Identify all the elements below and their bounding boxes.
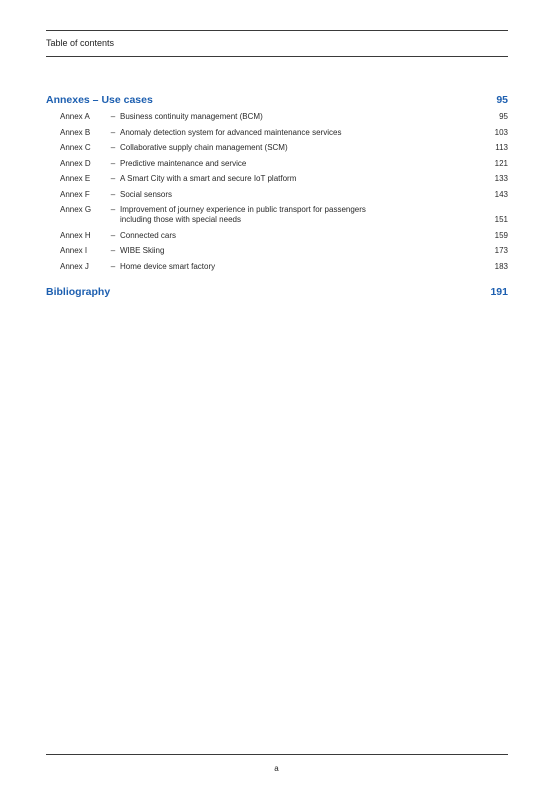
table-of-contents [46,94,508,302]
toc-entry-annex-g[interactable] [46,205,508,231]
toc-section-bibliography[interactable] [46,286,508,302]
annex-label: Annex I [60,246,88,255]
entry-dash: – [110,143,116,152]
entry-page-number: 113 [495,143,508,152]
annex-label: Annex B [60,127,91,137]
entry-page-number: 95 [499,112,508,121]
entry-title: Anomaly detection system for advanced maintenance services [120,127,342,137]
entry-dash: – [110,205,116,214]
entry-title: Collaborative supply chain management (SCM) [120,143,288,152]
toc-entry-annex-j[interactable] [46,262,508,278]
toc-entry-annex-d[interactable] [46,159,508,175]
section-title: Annexes – Use cases [46,94,153,106]
entry-title: Social sensors [120,189,173,199]
entry-page-number: 173 [494,246,508,255]
entry-title: Connected cars [120,230,177,240]
entry-title: Business continuity management (BCM) [120,112,263,121]
annex-label: Annex H [60,230,91,240]
header-rule-top [46,30,508,31]
entry-page-number: 183 [494,261,508,271]
running-head: Table of contents [46,38,115,48]
entry-page-number: 103 [494,127,508,137]
annex-label: Annex C [60,143,91,152]
toc-entry-annex-a[interactable] [46,112,508,128]
toc-entry-annex-i[interactable] [46,246,508,262]
header-rule-bottom [46,56,508,57]
entry-page-number: 159 [494,230,508,240]
entry-dash: – [110,246,116,255]
entry-page-number: 143 [494,189,508,199]
annex-label: Annex A [60,112,90,121]
entry-dash: – [110,158,116,168]
entry-dash: – [110,112,116,121]
annex-entries [46,112,508,277]
toc-entry-annex-e[interactable] [46,174,508,190]
footer-rule [46,754,508,755]
entry-title: Home device smart factory [120,261,216,271]
section-page-number: 191 [490,286,508,298]
entry-title-line-1: Improvement of journey experience in public transport for passengers [120,205,366,214]
toc-entry-annex-b[interactable] [46,128,508,144]
entry-dash: – [110,127,116,137]
entry-page-number: 121 [494,158,508,168]
annex-label: Annex J [60,261,89,271]
entry-dash: – [110,189,116,199]
entry-title: Predictive maintenance and service [120,158,247,168]
entry-dash: – [110,261,116,271]
toc-section-annexes[interactable] [46,94,508,110]
annex-label: Annex E [60,174,91,183]
entry-title [120,205,478,225]
entry-dash: – [110,174,116,183]
toc-entry-annex-h[interactable] [46,231,508,247]
entry-dash: – [110,230,116,240]
entry-title-line-2: including those with special needs [120,215,241,224]
entry-title: WIBE Skiing [120,246,165,255]
entry-page-number: 151 [494,215,508,224]
annex-label: Annex F [60,189,90,199]
toc-entry-annex-c[interactable] [46,143,508,159]
entry-title: A Smart City with a smart and secure IoT platform [120,174,297,183]
toc-entry-annex-f[interactable] [46,190,508,206]
annex-label: Annex G [60,205,92,214]
entry-page-number: 133 [494,174,508,183]
footer-page-number: a [274,764,279,773]
section-page-number: 95 [496,94,508,106]
section-title: Bibliography [46,286,111,298]
annex-label: Annex D [60,158,91,168]
